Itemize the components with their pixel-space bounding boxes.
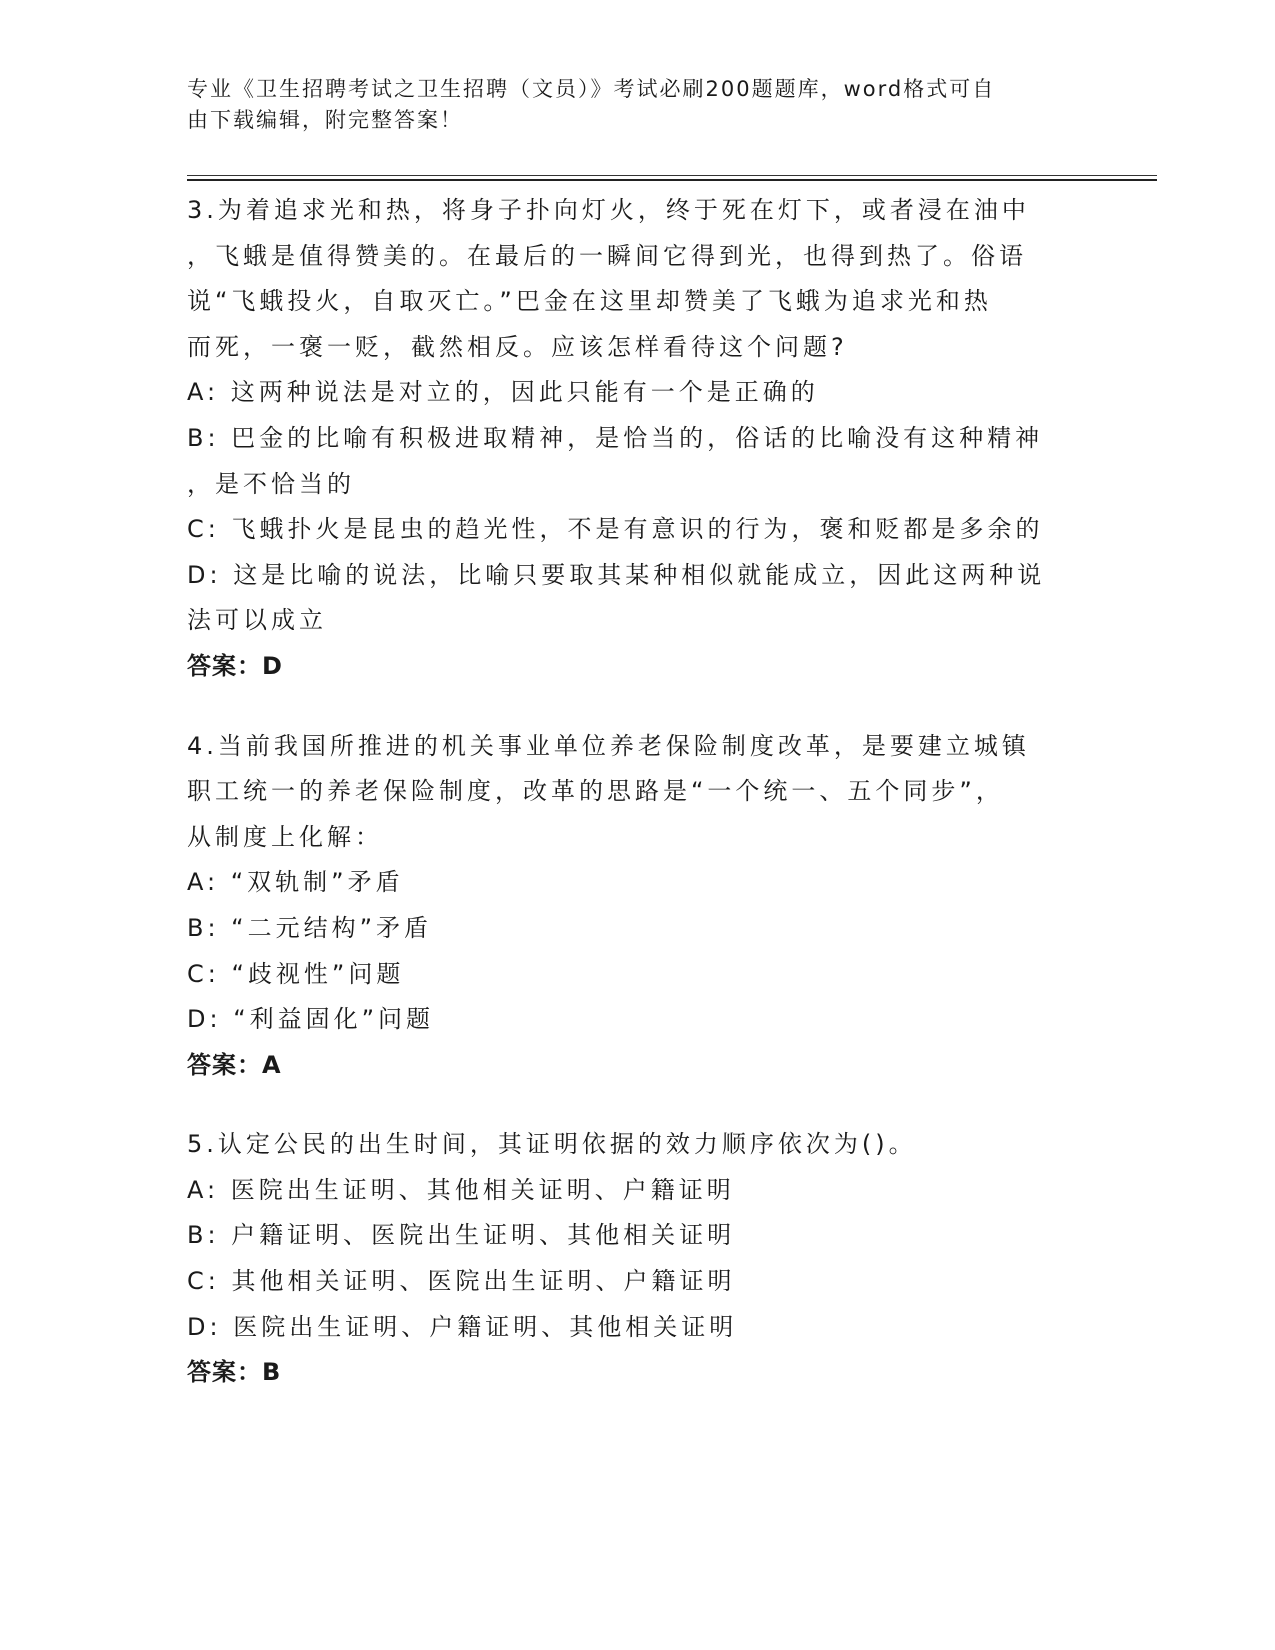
question-list (187, 188, 1087, 1430)
question-4-option-a: A: “双轨制”矛盾 (187, 868, 404, 897)
question-5-option-b: B: 户籍证明、医院出生证明、其他相关证明 (187, 1221, 736, 1250)
header-line-1: 专业《卫生招聘考试之卫生招聘（文员）》考试必刷200题题库，word格式可自 (187, 77, 996, 101)
question-3-option-b-line-1: B: 巴金的比喻有积极进取精神，是恰当的，俗话的比喻没有这种精神 (187, 423, 1044, 452)
question-3-answer: 答案：D (187, 651, 283, 680)
question-3-option-c: C: 飞蛾扑火是昆虫的趋光性，不是有意识的行为，褒和贬都是多余的 (187, 515, 1044, 544)
question-4-option-b: B: “二元结构”矛盾 (187, 913, 433, 942)
question-3-option-d-line-2: 法可以成立 (187, 606, 327, 635)
question-4-option-d: D: “利益固化”问题 (187, 1005, 435, 1034)
question-5-option-a: A: 医院出生证明、其他相关证明、户籍证明 (187, 1175, 735, 1204)
question-3-stem-line-3: 说“飞蛾投火，自取灭亡。”巴金在这里却赞美了飞蛾为追求光和热 (187, 287, 992, 316)
question-5-answer: 答案：B (187, 1358, 282, 1387)
header-divider-thin (187, 175, 1157, 176)
question-5-stem-line-1: 5.认定公民的出生时间，其证明依据的效力顺序依次为()。 (187, 1130, 917, 1159)
question-3-option-d-line-1: D: 这是比喻的说法，比喻只要取其某种相似就能成立，因此这两种说 (187, 560, 1046, 589)
question-3-option-a: A: 这两种说法是对立的，因此只能有一个是正确的 (187, 378, 819, 407)
question-3-option-b-line-2: ，是不恰当的 (187, 469, 355, 498)
question-5-option-c: C: 其他相关证明、医院出生证明、户籍证明 (187, 1267, 736, 1296)
header-line-2: 由下载编辑，附完整答案！ (187, 108, 463, 132)
question-3-stem-line-1: 3.为着追求光和热，将身子扑向灯火，终于死在灯下，或者浸在油中 (187, 196, 1030, 224)
question-3 (187, 188, 1087, 690)
question-4-stem-line-2: 职工统一的养老保险制度，改革的思路是“一个统一、五个同步”， (187, 777, 1004, 806)
header-divider-thick (187, 179, 1157, 181)
question-5-option-d: D: 医院出生证明、户籍证明、其他相关证明 (187, 1312, 738, 1341)
question-3-stem-line-4: 而死，一褒一贬，截然相反。应该怎样看待这个问题? (187, 332, 848, 361)
question-4 (187, 724, 1087, 1089)
question-4-stem-line-1: 4.当前我国所推进的机关事业单位养老保险制度改革，是要建立城镇 (187, 731, 1030, 760)
question-3-stem-line-2: ，飞蛾是值得赞美的。在最后的一瞬间它得到光，也得到热了。俗语 (187, 241, 1027, 270)
question-4-answer: 答案：A (187, 1050, 282, 1079)
question-4-stem-line-3: 从制度上化解： (187, 822, 383, 851)
question-4-option-c: C: “歧视性”问题 (187, 959, 405, 988)
question-5 (187, 1122, 1087, 1396)
document-header (187, 74, 1077, 136)
